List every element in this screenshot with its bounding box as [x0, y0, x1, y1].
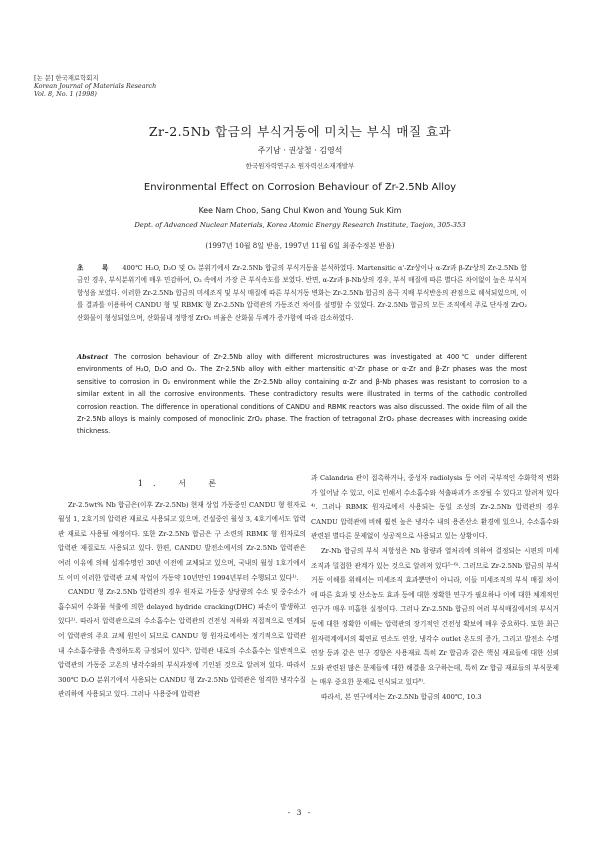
- paragraph: Zr-Nb 합금의 부식 저항성은 Nb 함량과 열처리에 의하여 결정되는 시편의 미세조직과 밀접한 관계가 있는 것으로 알려져 있다⁵⁻⁶⁾. 그러므로 Zr-2.5Nb 합금의 부식거동 이해를 위해서는 미세조직 효과뿐만이 아니라, 이들 미세조직의 부식 매질 차이에 따른 효과 및 산소농도 효과 등에 대한 정확한 연구가 필요하나 이에 대한 체계적인 연구가 매우 미흡한 실정이다. 그러나 Zr-2.5Nb 합금의 여러 부식매질에서의 부식거동에 대한 정확한 이해는 압력관의 장기적인 건전성 확보에 매우 중요하다. 또한 최근 원자력계에서의 획연료 연소도 연장, 냉각수 outlet 온도의 증가, 그리고 발전소 수명연장 등과 같은 연구 경향은 사용재료 특히 Zr 합금과 같은 핵심 재료들에 대한 신뢰도와 관련된 많은 문제들에 대한 해결을 요구하는데, 특히 Zr 합금 재료들의 부식문제는 매우 중요한 문제로 인식되고 있다⁸⁾.: [311, 546, 559, 687]
- journal-header: [34, 74, 294, 98]
- journal-line-3: Vol. 8, No. 1 (1998): [34, 90, 97, 98]
- paragraph: CANDU 형 Zr-2.5Nb 압력관의 경우 원자로 가동중 상당량의 수소 및 중수소가 흡수되어 수화물 석출에 의한 delayed hydride cracking(DHC) 파손이 발생하고 있다²⁾. 따라서 압력관으로의 수소흡수는 압력관의 건전성 저하와 직접적으로 연계되어 압력관의 주요 교체 원인이 되므로 CANDU 형 원자로에서는 정기적으로 압력관내 수소흡수량을 측정하도록 규정되어 있다³⁾. 압력관 내로의 수소흡수는 일반적으로 압력관의 가동중 고온의 냉각수와의 부식과정에 기인된 것으로 알려져 있다. 따라서 300℃ D₂O 분위기에서 사용되는 CANDU 형 Zr-2.5Nb 압력관은 엄격한 냉각수질 관리하에 사용되고 있다. 그러나 사용중에 압력관: [58, 588, 306, 699]
- abstract-korean: [77, 262, 527, 324]
- page-number: - 3 -: [287, 808, 313, 817]
- abstract-english-text: The corrosion behaviour of Zr-2.5Nb alloy with different microstructures was investigated at 400℃ under different environments of H₂O, D₂O and O₂. The Zr-2.5Nb alloy with either martensitic α'-Zr phase or α-Zr and β-Zr phases was the most sensitive to corrosion in O₂ environment while the Zr-2.5Nb alloy containing α-Zr and β-Nb phases was resistant to corrosion to a similar extent in all the corrosive environments. These contradictory results were illustrated in terms of the cathodic controlled corrosion reaction. The difference in operational conditions of CANDU and RBMK reactors was also discussed. The oxide film of all the Zr-2.5Nb alloys is mainly composed of monoclinic ZrO₂ phase. The fraction of tetragonal ZrO₂ phase decreases with increasing oxide thickness.: [77, 353, 527, 436]
- abstract-korean-label: 초 록: [77, 264, 117, 272]
- section-heading-introduction: 1. 서 론: [137, 479, 227, 488]
- abstract-english: [77, 351, 527, 438]
- affiliation-english: Dept. of Advanced Nuclear Materials, Korea Atomic Energy Research Institute, Taejon, 305-353: [134, 221, 466, 229]
- journal-line-2: Korean Journal of Materials Research: [34, 82, 157, 90]
- authors-english: Kee Nam Choo, Sang Chul Kwon and Young Suk Kim: [198, 206, 402, 215]
- paragraph: 과 Calandria 관이 접촉하거나, 중성자 radiolysis 등 여러 국부적인 수화학적 변화가 일어날 수 있고, 이로 인해서 수소흡수와 석출파괴가 조장될 수 있다고 알려져 있다⁴⁾. 그러나 RBMK 원자로에서 사용되는 동일 조성의 Zr-2.5Nb 압력관의 경우 CANDU 압력관에 비해 훨씬 높은 냉각수 내의 용존산소 환경에 있으나, 수소흡수와 관련된 별다른 문제없이 성공적으로 사용되고 있는 상황이다.: [311, 474, 559, 541]
- authors-korean: 주기남 · 권상철 · 김영석: [257, 146, 343, 155]
- abstract-korean-text: 400℃ H₂O, D₂O 및 O₂ 분위기에서 Zr-2.5Nb 합금의 부식거동을 분석하였다. Martensitic α'-Zr상이나 α-Zr과 β-Zr상의 Zr-2.5Nb 합금인 경우, 부식분위기에 매우 민감하여, O₂ 속에서 가장 큰 부식속도를 보였다. 반면, α-Zr과 β-Nb상의 경우, 부식 매질에 따른 별다른 차이없이 높은 부식저항성을 보였다. 이러한 Zr-2.5Nb 합금의 미세조직 및 부식 매질에 따른 부식거동 변화는 Zr-2.5Nb 합금의 음극 지배 부식반응의 관점으로 해석되었으며, 이를 결과를 이용하여 CANDU 형 및 RBMK 형 Zr-2.5Nb 압력관의 가동조건 차이를 설명할 수 있었다. Zr-2.5Nb 합금의 모든 조직에서 주로 단사정 ZrO₂ 산화물이 형성되었으며, 산화물내 정방정 ZrO₂ 비율은 산화물 두께가 증가함에 따라 감소하였다.: [77, 264, 527, 322]
- paragraph: Zr-2.5wt% Nb 합금은(이후 Zr-2.5Nb) 현재 상업 가동중인 CANDU 형 원자로 월성 1, 2호기의 압력관 재료로 사용되고 있으며, 건설중인 월성 3, 4호기에서도 압력관 재료로 사용될 예정이다. 또한 Zr-2.5Nb 합금은 구 소련의 RBMK 형 원자로의 압력관 재질로도 사용되고 있다. 한편, CANDU 발전소에서의 Zr-2.5Nb 압력관은 여러 이유에 의해 설계수명인 30년 이전에 교체되고 있으며, 국내의 월성 1호기에서도 이미 이러한 압력관 교체 작업이 가동약 10년만인 1994년부터 수행되고 있다¹⁾.: [58, 500, 306, 582]
- body-column-left: [58, 471, 306, 702]
- paper-title-korean: Zr-2.5Nb 합금의 부식거동에 미치는 부식 매질 효과: [148, 124, 452, 139]
- abstract-english-label: Abstract: [77, 353, 109, 361]
- received-dates: (1997년 10월 8일 받음, 1997년 11월 6일 최종수정본 받음): [205, 242, 395, 250]
- journal-line-1: [논 문] 한국재료학회지: [34, 74, 99, 82]
- paragraph: 따라서, 본 연구에서는 Zr-2.5Nb 합금의 400℃, 10.3: [321, 692, 482, 701]
- paper-title-english: Environmental Effect on Corrosion Behaviour of Zr-2.5Nb Alloy: [143, 182, 457, 193]
- affiliation-korean: 한국원자력연구소 원자력신소재개발부: [245, 162, 355, 170]
- body-column-right: [311, 471, 559, 705]
